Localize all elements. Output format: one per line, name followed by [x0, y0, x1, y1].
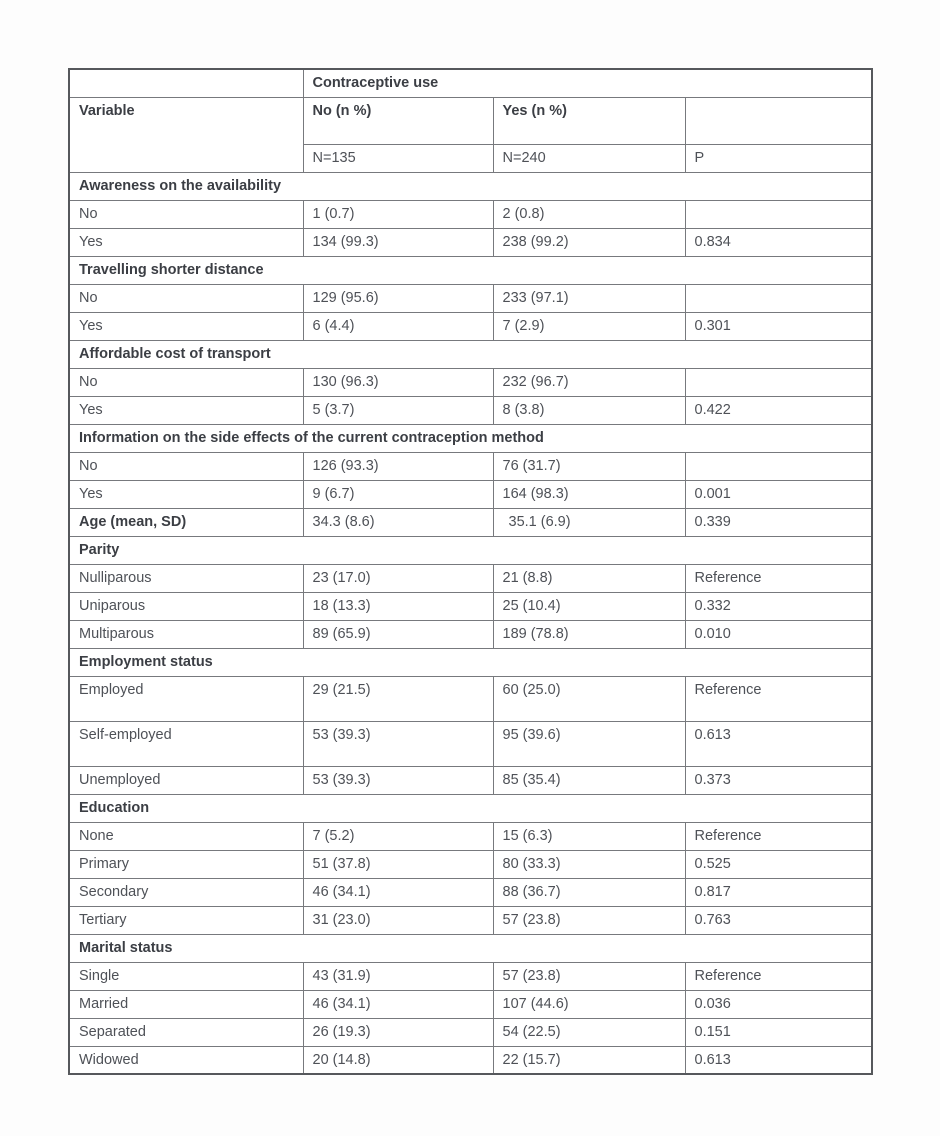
table-row	[69, 962, 872, 990]
cell-p: 0.613	[685, 721, 872, 766]
cell-p: 0.332	[685, 592, 872, 620]
cell-variable: Multiparous	[69, 620, 303, 648]
cell-variable: Yes	[69, 396, 303, 424]
table-row	[69, 721, 872, 766]
cell-variable: Single	[69, 962, 303, 990]
section-header-row	[69, 340, 872, 368]
table-row	[69, 676, 872, 721]
cell-variable: Separated	[69, 1018, 303, 1046]
section-header-label: Education	[69, 794, 872, 822]
cell-p: 0.817	[685, 878, 872, 906]
cell-no: 43 (31.9)	[303, 962, 493, 990]
cell-p: 0.763	[685, 906, 872, 934]
cell-no: 126 (93.3)	[303, 452, 493, 480]
cell-yes: 57 (23.8)	[493, 962, 685, 990]
cell-yes: 107 (44.6)	[493, 990, 685, 1018]
section-header-row	[69, 424, 872, 452]
cell-variable: No	[69, 452, 303, 480]
subheader-n-no: N=135	[303, 144, 493, 172]
cell-yes: 80 (33.3)	[493, 850, 685, 878]
cell-yes: 238 (99.2)	[493, 228, 685, 256]
cell-p: 0.339	[685, 508, 872, 536]
cell-yes: 85 (35.4)	[493, 766, 685, 794]
cell-variable: Widowed	[69, 1046, 303, 1074]
cell-no: 6 (4.4)	[303, 312, 493, 340]
section-header-label: Travelling shorter distance	[69, 256, 872, 284]
cell-no: 1 (0.7)	[303, 200, 493, 228]
col-header-yes: Yes (n %)	[493, 97, 685, 144]
cell-yes: 95 (39.6)	[493, 721, 685, 766]
cell-no: 34.3 (8.6)	[303, 508, 493, 536]
cell-p: 0.422	[685, 396, 872, 424]
section-header-row	[69, 172, 872, 200]
cell-no: 46 (34.1)	[303, 990, 493, 1018]
col-header-no: No (n %)	[303, 97, 493, 144]
table-head	[69, 69, 872, 172]
cell-yes: 54 (22.5)	[493, 1018, 685, 1046]
cell-variable: Unemployed	[69, 766, 303, 794]
cell-yes: 164 (98.3)	[493, 480, 685, 508]
table-row	[69, 620, 872, 648]
cell-no: 20 (14.8)	[303, 1046, 493, 1074]
table-row	[69, 480, 872, 508]
cell-no: 23 (17.0)	[303, 564, 493, 592]
table-row	[69, 1046, 872, 1074]
cell-p	[685, 452, 872, 480]
cell-variable: Nulliparous	[69, 564, 303, 592]
contraceptive-use-table	[68, 68, 873, 1075]
cell-no: 18 (13.3)	[303, 592, 493, 620]
cell-variable: No	[69, 368, 303, 396]
cell-yes: 8 (3.8)	[493, 396, 685, 424]
column-header-row	[69, 97, 872, 144]
cell-no: 89 (65.9)	[303, 620, 493, 648]
cell-yes: 189 (78.8)	[493, 620, 685, 648]
cell-no: 53 (39.3)	[303, 721, 493, 766]
cell-no: 9 (6.7)	[303, 480, 493, 508]
cell-variable: None	[69, 822, 303, 850]
cell-variable: Yes	[69, 312, 303, 340]
cell-variable: No	[69, 200, 303, 228]
statistics-table-container	[68, 68, 873, 1075]
cell-variable: Uniparous	[69, 592, 303, 620]
section-header-row	[69, 794, 872, 822]
cell-yes: 88 (36.7)	[493, 878, 685, 906]
cell-yes: 25 (10.4)	[493, 592, 685, 620]
cell-no: 46 (34.1)	[303, 878, 493, 906]
cell-p: Reference	[685, 676, 872, 721]
cell-variable: Married	[69, 990, 303, 1018]
table-row	[69, 906, 872, 934]
cell-variable: Secondary	[69, 878, 303, 906]
cell-p: Reference	[685, 962, 872, 990]
col-header-variable: Variable	[69, 97, 303, 172]
cell-variable: Employed	[69, 676, 303, 721]
subheader-n-yes: N=240	[493, 144, 685, 172]
cell-yes: 7 (2.9)	[493, 312, 685, 340]
cell-yes: 35.1 (6.9)	[493, 508, 685, 536]
section-header-label: Employment status	[69, 648, 872, 676]
cell-no: 51 (37.8)	[303, 850, 493, 878]
cell-yes: 233 (97.1)	[493, 284, 685, 312]
cell-p: 0.036	[685, 990, 872, 1018]
cell-yes: 21 (8.8)	[493, 564, 685, 592]
group-title: Contraceptive use	[303, 69, 872, 97]
table-row	[69, 822, 872, 850]
table-row	[69, 766, 872, 794]
cell-p	[685, 200, 872, 228]
table-row	[69, 228, 872, 256]
cell-variable: Self-employed	[69, 721, 303, 766]
cell-yes: 57 (23.8)	[493, 906, 685, 934]
section-header-label: Marital status	[69, 934, 872, 962]
cell-no: 31 (23.0)	[303, 906, 493, 934]
cell-p: 0.613	[685, 1046, 872, 1074]
cell-yes: 22 (15.7)	[493, 1046, 685, 1074]
cell-no: 7 (5.2)	[303, 822, 493, 850]
table-row	[69, 850, 872, 878]
table-row	[69, 452, 872, 480]
table-row	[69, 396, 872, 424]
table-row	[69, 508, 872, 536]
section-header-label: Awareness on the availability	[69, 172, 872, 200]
table-row	[69, 564, 872, 592]
cell-p: 0.834	[685, 228, 872, 256]
cell-variable: Age (mean, SD)	[69, 508, 303, 536]
cell-p: 0.373	[685, 766, 872, 794]
cell-p: 0.525	[685, 850, 872, 878]
table-row	[69, 990, 872, 1018]
cell-variable: Yes	[69, 480, 303, 508]
cell-no: 130 (96.3)	[303, 368, 493, 396]
table-row	[69, 1018, 872, 1046]
cell-p: 0.010	[685, 620, 872, 648]
cell-no: 26 (19.3)	[303, 1018, 493, 1046]
cell-yes: 60 (25.0)	[493, 676, 685, 721]
table-row	[69, 878, 872, 906]
cell-yes: 232 (96.7)	[493, 368, 685, 396]
subheader-p: P	[685, 144, 872, 172]
section-header-row	[69, 934, 872, 962]
cell-no: 129 (95.6)	[303, 284, 493, 312]
cell-no: 134 (99.3)	[303, 228, 493, 256]
table-row	[69, 592, 872, 620]
section-header-label: Affordable cost of transport	[69, 340, 872, 368]
section-header-row	[69, 536, 872, 564]
cell-p: Reference	[685, 822, 872, 850]
col-header-empty	[685, 97, 872, 144]
cell-yes: 76 (31.7)	[493, 452, 685, 480]
table-row	[69, 284, 872, 312]
cell-p: 0.301	[685, 312, 872, 340]
section-header-label: Parity	[69, 536, 872, 564]
section-header-label: Information on the side effects of the current contraception method	[69, 424, 872, 452]
section-header-row	[69, 256, 872, 284]
cell-no: 5 (3.7)	[303, 396, 493, 424]
cell-p	[685, 284, 872, 312]
cell-no: 53 (39.3)	[303, 766, 493, 794]
cell-no: 29 (21.5)	[303, 676, 493, 721]
cell-p: Reference	[685, 564, 872, 592]
cell-p: 0.001	[685, 480, 872, 508]
cell-yes: 15 (6.3)	[493, 822, 685, 850]
cell-variable: Primary	[69, 850, 303, 878]
corner-cell	[69, 69, 303, 97]
cell-yes: 2 (0.8)	[493, 200, 685, 228]
group-header-row	[69, 69, 872, 97]
section-header-row	[69, 648, 872, 676]
cell-variable: No	[69, 284, 303, 312]
cell-p	[685, 368, 872, 396]
cell-variable: Tertiary	[69, 906, 303, 934]
table-row	[69, 312, 872, 340]
table-row	[69, 200, 872, 228]
cell-variable: Yes	[69, 228, 303, 256]
cell-p: 0.151	[685, 1018, 872, 1046]
table-body	[69, 172, 872, 1074]
table-row	[69, 368, 872, 396]
